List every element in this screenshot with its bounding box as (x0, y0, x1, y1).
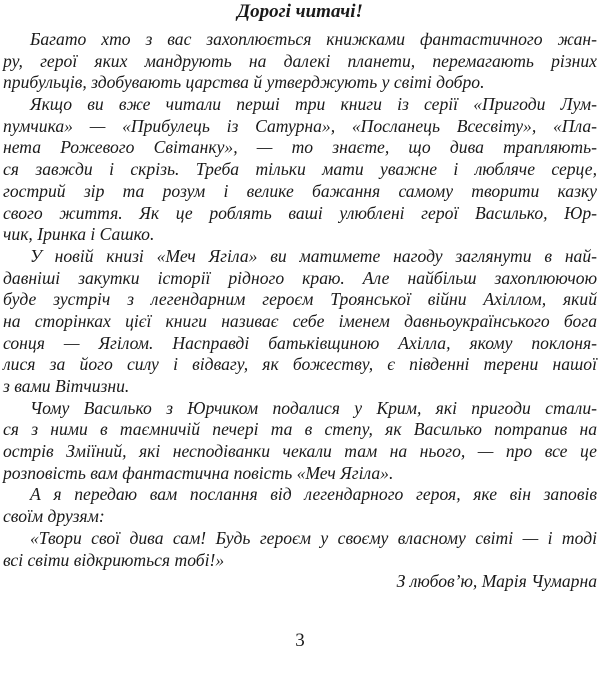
text-line: лися за його силу і відвагу, як божеству, є південні терени нашої (3, 354, 597, 375)
text-line: ру, герої яких мандрують на далекі планети, перемагають різних (3, 50, 597, 71)
text-line: острів Зміїний, які несподіванки чекали там на нього, — про все це (3, 441, 597, 462)
text-line: чик, Іринка і Сашко. (3, 224, 155, 245)
text-line: своїм друзям: (3, 506, 105, 527)
text-line: У новій книзі «Меч Ягіла» ви матимете нагоду заглянути в най- (30, 245, 597, 266)
letter-body (3, 29, 597, 593)
page-title: Дорогі читачі! (237, 1, 363, 22)
text-line: прибульців, здобувають царства й утверджують у світі добро. (3, 72, 485, 93)
text-line: Якщо ви вже читали перші три книги із серії «Пригоди Лум- (30, 94, 597, 115)
signature: З любов’ю, Марія Чумарна (396, 571, 597, 592)
text-line: Чому Василько з Юрчиком подалися у Крим, які пригоди стали- (30, 397, 597, 418)
text-line: свого життя. Як це роблять ваші улюблені герої Василько, Юр- (3, 202, 597, 223)
text-line: з вами Вітчизни. (3, 376, 130, 396)
text-line: ся з ними в таємничій печері та в степу, як Василько потрапив на (3, 419, 597, 440)
page-number: 3 (295, 630, 305, 651)
text-line: сонця — Ягілом. Насправді батьківщиною Ахілла, якому поклоня- (3, 332, 597, 353)
text-line: буде зустріч з легендарним героєм Троянської війни Ахіллом, який (3, 289, 597, 310)
text-line: розповість вам фантастична повість «Меч Ягіла». (3, 462, 394, 483)
text-line: нета Рожевого Світанку», — то знаєте, що дива трапляють- (3, 137, 597, 158)
text-line: на сторінках цієї книги називає себе іменем давньоукраїнського бога (3, 310, 597, 331)
text-line: пумчика» — «Прибулець із Сатурна», «Посланець Всесвіту», «Пла- (3, 115, 597, 136)
text-line: всі світи відкриються тобі!» (3, 549, 225, 570)
text-line: давніші закутки історії рідного краю. Але найбільш захоплюючою (3, 267, 597, 288)
text-line: ся завжди і скрізь. Треба тільки мати уважне і люблячe серце, (3, 159, 597, 180)
text-line: «Твори свої дива сам! Будь героєм у своєму власному світі — і тоді (30, 527, 597, 548)
text-line: гострий зір та розум і велике бажання самому творити казку (3, 180, 597, 201)
text-line: Багато хто з вас захоплюється книжками фантастичного жан- (30, 29, 597, 49)
text-line: А я передаю вам послання від легендарного героя, яке він заповів (30, 484, 597, 505)
